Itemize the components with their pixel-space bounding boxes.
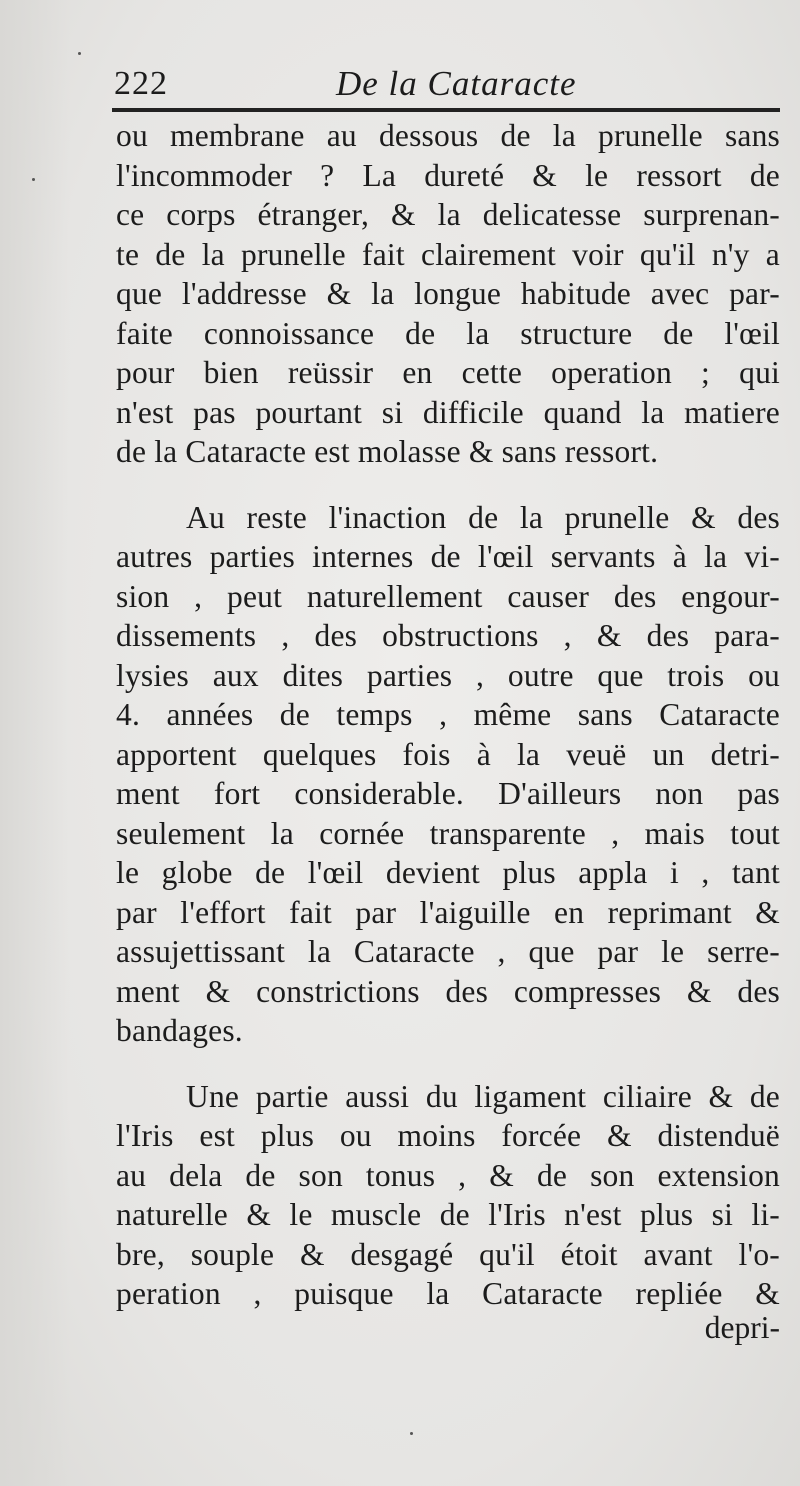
text-line: le globe de l'œil devient plus appla i , tant [116,855,780,890]
text-line: que l'addresse & la longue habitude avec par- [116,276,780,311]
running-head: De la Cataracte [336,64,577,103]
text-line: ment & constrictions des compresses & des [116,973,780,1009]
text-line: l'incommoder ? La dureté & le ressort de [116,157,780,193]
gutter-shadow [0,0,70,1486]
text-line: ce corps étranger, & la delicatesse surprenan- [116,197,780,232]
text-line: bre, souple & desgagé qu'il étoit avant l'o- [116,1236,780,1272]
text-line: peration , puisque la Cataracte repliée & [116,1276,780,1311]
text-line: apportent quelques fois à la veuë un detri- [116,736,780,772]
text-line: autres parties internes de l'œil servants à la vi- [116,539,780,574]
text-line: bandages. [116,1013,243,1048]
text-line: de la Cataracte est molasse & sans ressort. [116,434,659,469]
text-line: l'Iris est plus ou moins forcée & distenduë [116,1118,780,1153]
paper-speck [78,52,81,55]
text-line: seulement la cornée transparente , mais tout [116,815,780,851]
text-line: Une partie aussi du ligament ciliaire & de [186,1078,780,1114]
text-line: 4. années de temps , même sans Cataracte [116,697,780,732]
text-line: Au reste l'inaction de la prunelle & des [186,499,780,535]
text-line: assujettissant la Cataracte , que par le serre- [116,934,780,969]
text-line: dissements , des obstructions , & des para- [116,618,780,653]
page-number: 222 [114,65,168,102]
text-line: sion , peut naturellement causer des engour- [116,578,780,614]
text-line: lysies aux dites parties , outre que trois ou [116,657,780,693]
paper-speck [32,178,35,181]
paper-speck [410,1432,413,1435]
body-text [116,116,780,1314]
text-line: par l'effort fait par l'aiguille en reprimant & [116,894,780,930]
header-rule [112,108,780,112]
text-line: naturelle & le muscle de l'Iris n'est plus si li- [116,1197,780,1232]
text-line: ou membrane au dessous de la prunelle sans [116,118,780,153]
page-header [114,62,782,106]
text-line: pour bien reüssir en cette operation ; qui [116,355,780,390]
text-line: ment fort considerable. D'ailleurs non pas [116,776,780,811]
text-line: n'est pas pourtant si difficile quand la matiere [116,394,780,430]
catchword: depri- [704,1310,780,1345]
text-line: faite connoissance de la structure de l'œil [116,315,780,351]
text-line: te de la prunelle fait clairement voir qu'il n'y a [116,236,780,272]
text-line: au dela de son tonus , & de son extension [116,1157,780,1193]
